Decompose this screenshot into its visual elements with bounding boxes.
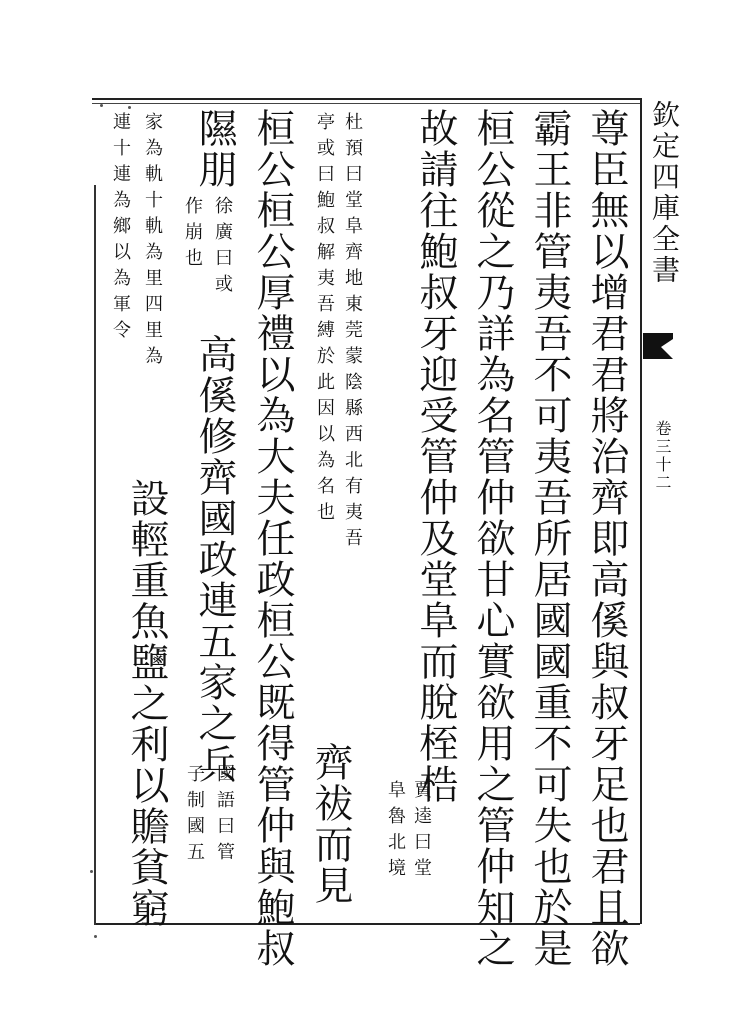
annotation-c5-left: 亭或曰鮑叔解夷吾縛於此因以為名也: [314, 112, 335, 528]
annotation-c4-right: 賈逵曰堂: [411, 780, 432, 884]
annotation-c7-left: 作崩也: [182, 196, 203, 274]
frame-top-border: [92, 98, 640, 100]
book-title: 欽定四庫全書: [648, 100, 681, 286]
text-column-8-tail: 設輕重魚鹽之利以贍貧窮: [124, 478, 169, 929]
page-margin-strip: [642, 90, 682, 930]
annotation-c7-right: 徐廣曰或: [212, 196, 233, 300]
ink-speck: [94, 935, 97, 938]
text-column-6: 桓公桓公厚禮以為大夫任政桓公既得管仲與鮑叔: [250, 108, 295, 969]
text-column-1: 尊臣無以增君君將治齊即高傒與叔牙足也君且欲: [584, 108, 629, 969]
frame-top-inner-border: [92, 103, 640, 104]
text-column-4: 故請往鮑叔牙迎受管仲及堂阜而脫桎梏: [413, 108, 458, 805]
text-column-3: 桓公從之乃詳為名管仲欲甘心實欲用之管仲知之: [470, 108, 515, 969]
text-column-7-head: 隰朋: [192, 108, 237, 190]
ink-speck: [90, 870, 93, 873]
fishtail-mark-icon: [643, 333, 673, 359]
annotation-c5-right: 杜預曰堂阜齊地東莞蒙陰縣西北有夷吾: [342, 112, 363, 554]
text-column-2: 霸王非管夷吾不可夷吾所居國國重不可失也於是: [527, 108, 572, 969]
text-column-7: 高傒修齊國政連五家之兵: [192, 334, 237, 785]
text-column-5-tail: 齊祓而見: [308, 742, 353, 906]
frame-left-border: [94, 185, 96, 925]
annotation-c8-left: 連十連為鄉以為軍令: [110, 112, 131, 346]
annotation-c7-tail-left: 子制國五: [184, 764, 205, 868]
annotation-c7-tail-right: 國語曰管: [214, 764, 235, 868]
annotation-c8-right: 家為軌十軌為里四里為: [142, 112, 163, 372]
ink-speck: [100, 104, 103, 107]
ink-speck: [128, 106, 131, 109]
annotation-c4-left: 阜魯北境: [385, 780, 406, 884]
section-number: 卷三十二: [653, 420, 672, 492]
